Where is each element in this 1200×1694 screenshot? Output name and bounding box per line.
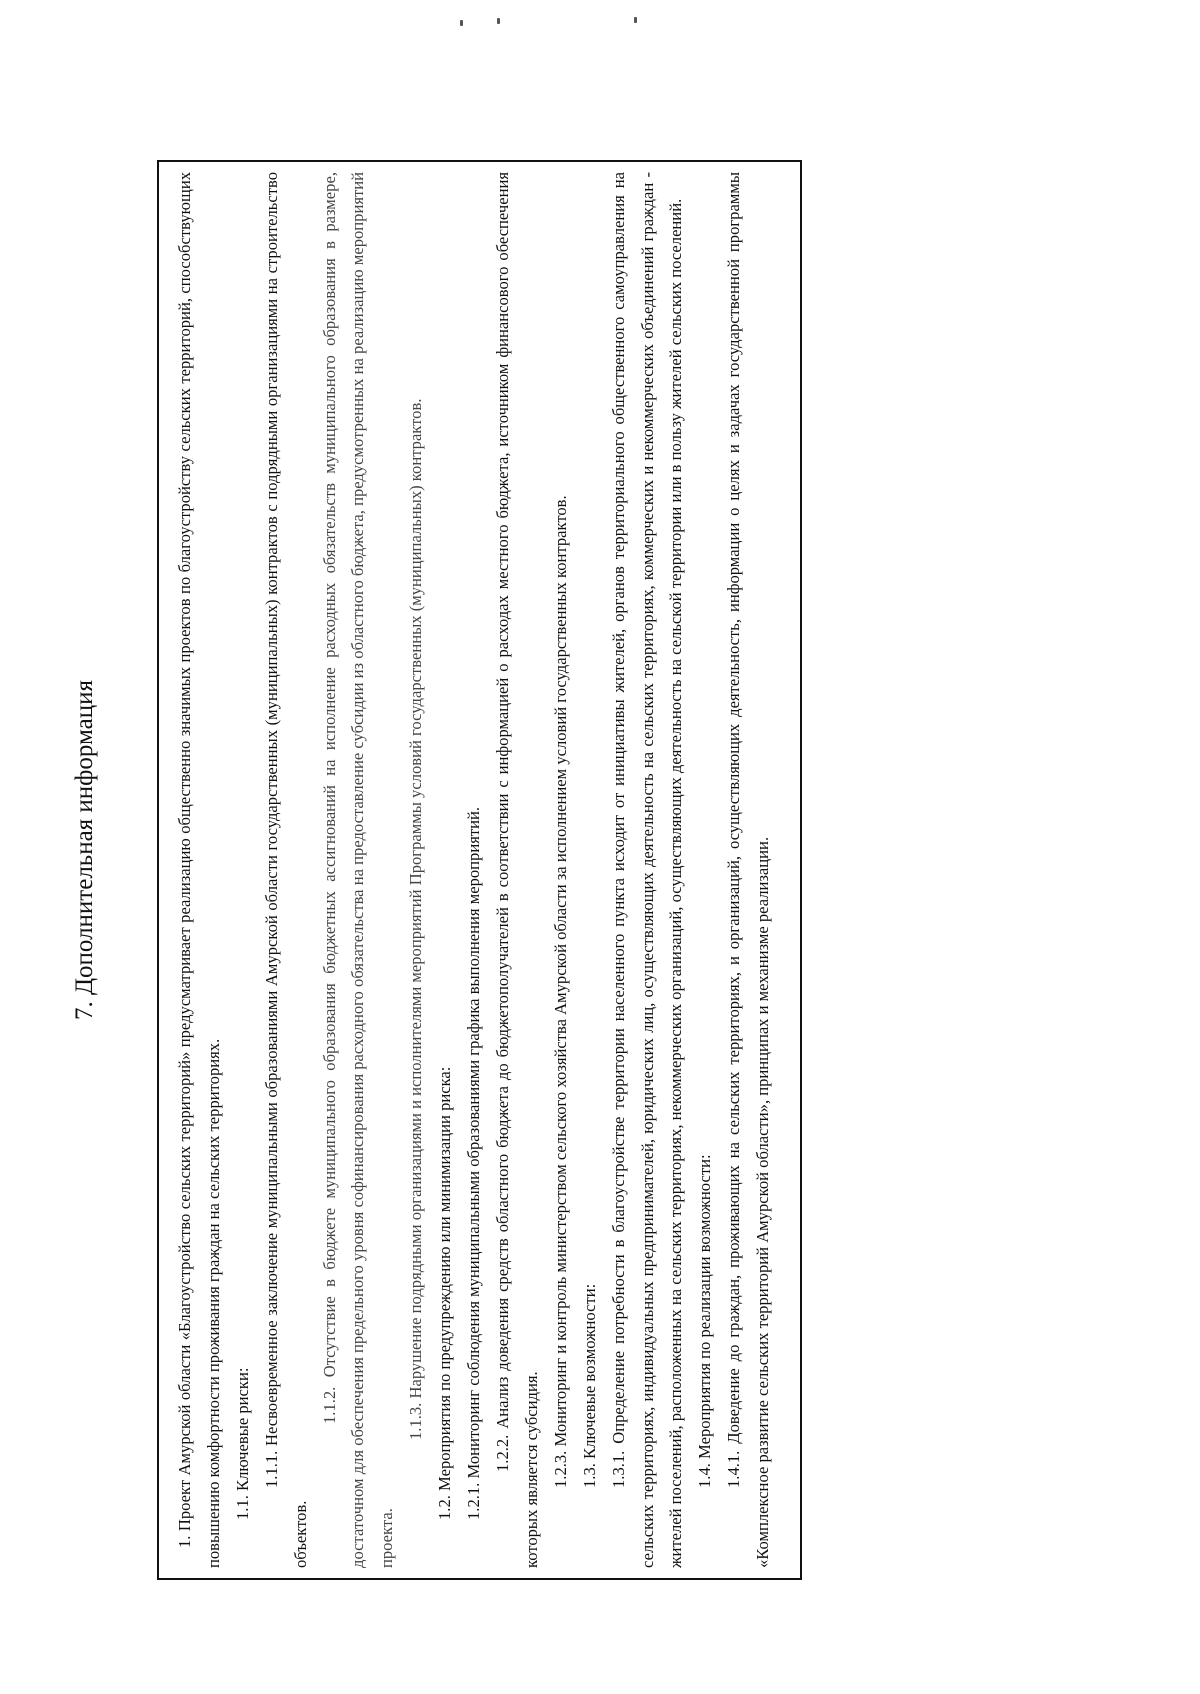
paragraph-risk-1-1-1: 1.1.1. Несвоевременное заключение муниципальными образованиями Амурской области государственных (муниципальных) контрактов с подрядными организациями на строительство объектов. bbox=[261, 172, 310, 1568]
scan-speck bbox=[497, 18, 500, 24]
paragraph-key-opportunities-heading: 1.3. Ключевые возможности: bbox=[579, 1283, 599, 1488]
paragraph-project-description: 1. Проект Амурской области «Благоустройство сельских территорий» предусматривает реализацию общественно значимых проектов по благоустройству сельских территорий, способствующих повышению комфортности проживания граждан на сельских территориях. bbox=[175, 172, 223, 1568]
scan-speck bbox=[634, 17, 637, 23]
paragraph-risk-1-1-2: 1.1.2. Отсутствие в бюджете муниципального образования бюджетных ассигнований на исполнение расходных обязательств муниципального образования в размере, достаточном для обеспечения предельного уровня софинансирования расходного обязательства на предоставление субсидии из областного бюджета, предусмотренных на реализацию мероприятий проекта. bbox=[319, 172, 397, 1568]
paragraph-key-risks-heading: 1.1. Ключевые риски: bbox=[232, 1367, 252, 1520]
paragraph-risk-1-1-3: 1.1.3. Нарушение подрядными организациями и исполнителями мероприятий Программы условий государственных (муниципальных) контрактов. bbox=[406, 398, 426, 1440]
section-title: 7. Дополнительная информация bbox=[71, 679, 98, 1021]
paragraph-opportunity-action-1-4-1: 1.4.1. Доведение до граждан, проживающих на сельских территориях, и организаций, осуществляющих деятельность, информации о целях и задачах государственной программы «Комплексное развитие сельских территорий Амурской области», принципах и механизме реализации. bbox=[724, 172, 773, 1568]
paragraph-mitigation-1-2-1: 1.2.1. Мониторинг соблюдения муниципальными образованиями графика выполнения мероприятий. bbox=[464, 806, 484, 1520]
paragraph-opportunity-actions-heading: 1.4. Мероприятия по реализации возможности: bbox=[695, 1154, 715, 1488]
paragraph-mitigation-1-2-2: 1.2.2. Анализ доведения средств областного бюджета до бюджетополучателей в соответствии с информацией о расходах местного бюджета, источником финансового обеспечения которых является субсидия. bbox=[492, 172, 541, 1568]
paragraph-opportunity-1-3-1: 1.3.1. Определение потребности в благоустройстве территории населенного пункта исходит от инициативы жителей, органов территориального общественного самоуправления на сельских территориях, индивидуальных предпринимателей, юридических лиц, осуществляющих деятельность на сельских территориях, коммерческих и некоммерческих объединений граждан - жителей поселений, расположенных на сельских территориях, некоммерческих организаций, осуществляющих деятельность на сельской территории или в пользу жителей сельских поселений. bbox=[608, 172, 686, 1568]
additional-information-box bbox=[157, 160, 802, 1580]
paragraph-mitigation-1-2-3: 1.2.3. Мониторинг и контроль министерством сельского хозяйства Амурской области за исполнением условий государственных контрактов. bbox=[550, 495, 570, 1488]
paragraph-risk-mitigation-heading: 1.2. Мероприятия по предупреждению или минимизации риска: bbox=[435, 1066, 455, 1520]
rotated-document-page bbox=[50, 70, 1150, 1630]
scan-speck bbox=[460, 20, 463, 26]
